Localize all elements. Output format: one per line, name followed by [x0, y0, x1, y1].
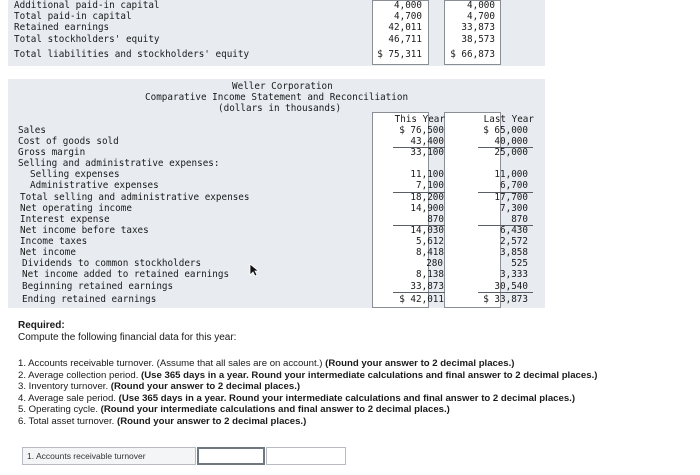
required-item-text: 6. Total asset turnover. [18, 416, 118, 427]
required-item-instruction: (Use 365 days in a year. Round your intermediate calculations and final answer to 2 decimal places.) [141, 370, 598, 381]
required-item-instruction: (Round your answer to 2 decimal places.) [117, 416, 307, 427]
required-heading: Required: [18, 320, 65, 331]
answer-cell [266, 447, 346, 465]
statement-row-last-year: 11,000 [494, 169, 528, 180]
mouse-pointer-icon [249, 263, 259, 277]
statement-row-this-year: $ 76,500 [399, 125, 444, 136]
statement-row-this-year: 14,030 [410, 225, 444, 236]
col-last-year-header: Last Year [483, 114, 534, 125]
rule-interest-this [393, 225, 445, 226]
statement-row-last-year: 2,572 [500, 236, 528, 247]
statement-row-last-year: 7,300 [500, 203, 528, 214]
statement-row-last-year: 6,700 [500, 180, 528, 191]
balance-row-label: Total liabilities and stockholders' equity [14, 49, 250, 60]
statement-row-label: Total selling and administrative expenses [20, 192, 250, 203]
required-item-text: 4. Average sale period. [18, 393, 119, 404]
statement-row-last-year: 3,858 [500, 247, 528, 258]
required-item-text: 3. Inventory turnover. [18, 381, 111, 392]
required-item-text: 5. Operating cycle. [18, 404, 101, 415]
balance-row-last-year: $ 66,873 [450, 49, 495, 60]
statement-row-this-year: 11,100 [410, 169, 444, 180]
required-item-text: 1. Accounts receivable turnover. (Assume that all sales are on account.) [18, 358, 326, 369]
statement-row-this-year: 7,100 [416, 180, 444, 191]
statement-row-last-year: 40,000 [494, 136, 528, 147]
statement-row-last-year: 870 [511, 214, 528, 225]
statement-row-this-year: 33,100 [410, 147, 444, 158]
balance-row-last-year: 4,700 [467, 11, 495, 22]
statement-row-this-year: 18,200 [410, 192, 444, 203]
rule-begin-this [393, 292, 445, 293]
balance-row-this-year: $ 75,311 [377, 49, 422, 60]
statement-row-last-year: 17,700 [494, 192, 528, 203]
statement-row-label: Income taxes [20, 236, 88, 247]
statement-row-this-year: $ 42,011 [399, 294, 444, 305]
balance-row-label: Total paid-in capital [14, 11, 132, 22]
company-name: Weller Corporation [232, 81, 333, 92]
statement-row-last-year: $ 33,873 [483, 294, 528, 305]
statement-row-last-year: 3,333 [500, 269, 528, 280]
rule-admin-this [393, 192, 445, 193]
statement-row-label: Net operating income [20, 203, 132, 214]
rule-admin-last [478, 192, 533, 193]
balance-row-last-year: 38,573 [461, 34, 495, 45]
statement-row-label: Cost of goods sold [18, 136, 119, 147]
statement-row-this-year: 8,138 [416, 269, 444, 280]
required-item-text: 2. Average collection period. [18, 370, 142, 381]
statement-row-label: Net income added to retained earnings [22, 269, 230, 280]
statement-row-label: Beginning retained earnings [22, 281, 174, 292]
balance-row-label: Retained earnings [14, 22, 110, 33]
statement-row-label: Gross margin [18, 147, 86, 158]
answer-row-label-text: 1. Accounts receivable turnover [27, 451, 146, 461]
statement-row-label: Selling and administrative expenses: [18, 158, 220, 169]
balance-row-this-year: 42,011 [388, 22, 422, 33]
required-item-instruction: (Round your intermediate calculations and final answer to 2 decimal places.) [100, 404, 450, 415]
statement-row-label: Ending retained earnings [22, 294, 157, 305]
statement-row-last-year: 25,000 [494, 147, 528, 158]
required-item [18, 404, 450, 416]
balance-row-this-year: 46,711 [388, 34, 422, 45]
statement-row-last-year: $ 65,000 [483, 125, 528, 136]
statement-row-this-year: 870 [427, 214, 444, 225]
rule-cogs-this [393, 147, 445, 148]
statement-title: Comparative Income Statement and Reconciliation [145, 92, 409, 103]
rule-begin-last [478, 292, 533, 293]
statement-row-this-year: 14,900 [410, 203, 444, 214]
required-item-instruction: (Round your answer to 2 decimal places.) [110, 381, 301, 392]
col-this-year-header: This Year [394, 114, 445, 125]
statement-row-label: Sales [18, 125, 46, 136]
statement-row-label: Administrative expenses [30, 180, 159, 191]
balance-row-last-year: 33,873 [461, 22, 495, 33]
statement-row-this-year: 280 [426, 258, 443, 269]
balance-row-last-year: 4,000 [467, 0, 495, 11]
required-item-instruction: (Use 365 days in a year. Round your intermediate calculations and final answer to 2 decimal places.) [118, 393, 576, 404]
accounts-receivable-turnover-input[interactable] [197, 447, 265, 465]
statement-row-this-year: 43,400 [410, 136, 444, 147]
balance-row-this-year: 4,000 [394, 0, 422, 11]
statement-row-last-year: 525 [511, 258, 528, 269]
statement-units: (dollars in thousands) [218, 103, 342, 114]
statement-row-label: Selling expenses [30, 169, 120, 180]
statement-row-label: Dividends to common stockholders [22, 258, 202, 269]
required-intro: Compute the following financial data for this year: [18, 332, 237, 343]
statement-row-last-year: 6,430 [500, 225, 528, 236]
statement-row-this-year: 5,612 [416, 236, 444, 247]
required-item [18, 358, 514, 370]
statement-row-this-year: 8,418 [416, 247, 444, 258]
statement-row-label: Net income before taxes [20, 225, 149, 236]
rule-cogs-last [478, 147, 533, 148]
rule-interest-last [478, 225, 533, 226]
answer-row-label [22, 447, 196, 465]
statement-row-label: Interest expense [20, 214, 110, 225]
statement-row-label: Net income [20, 247, 76, 258]
statement-row-last-year: 30,540 [494, 281, 528, 292]
required-item [18, 381, 300, 393]
balance-row-label: Total stockholders' equity [14, 34, 160, 45]
balance-row-label: Additional paid-in capital [14, 0, 160, 11]
required-item [18, 416, 306, 428]
required-item-instruction: (Round your answer to 2 decimal places.) [325, 358, 515, 369]
statement-row-this-year: 33,873 [410, 281, 444, 292]
balance-row-this-year: 4,700 [394, 11, 422, 22]
